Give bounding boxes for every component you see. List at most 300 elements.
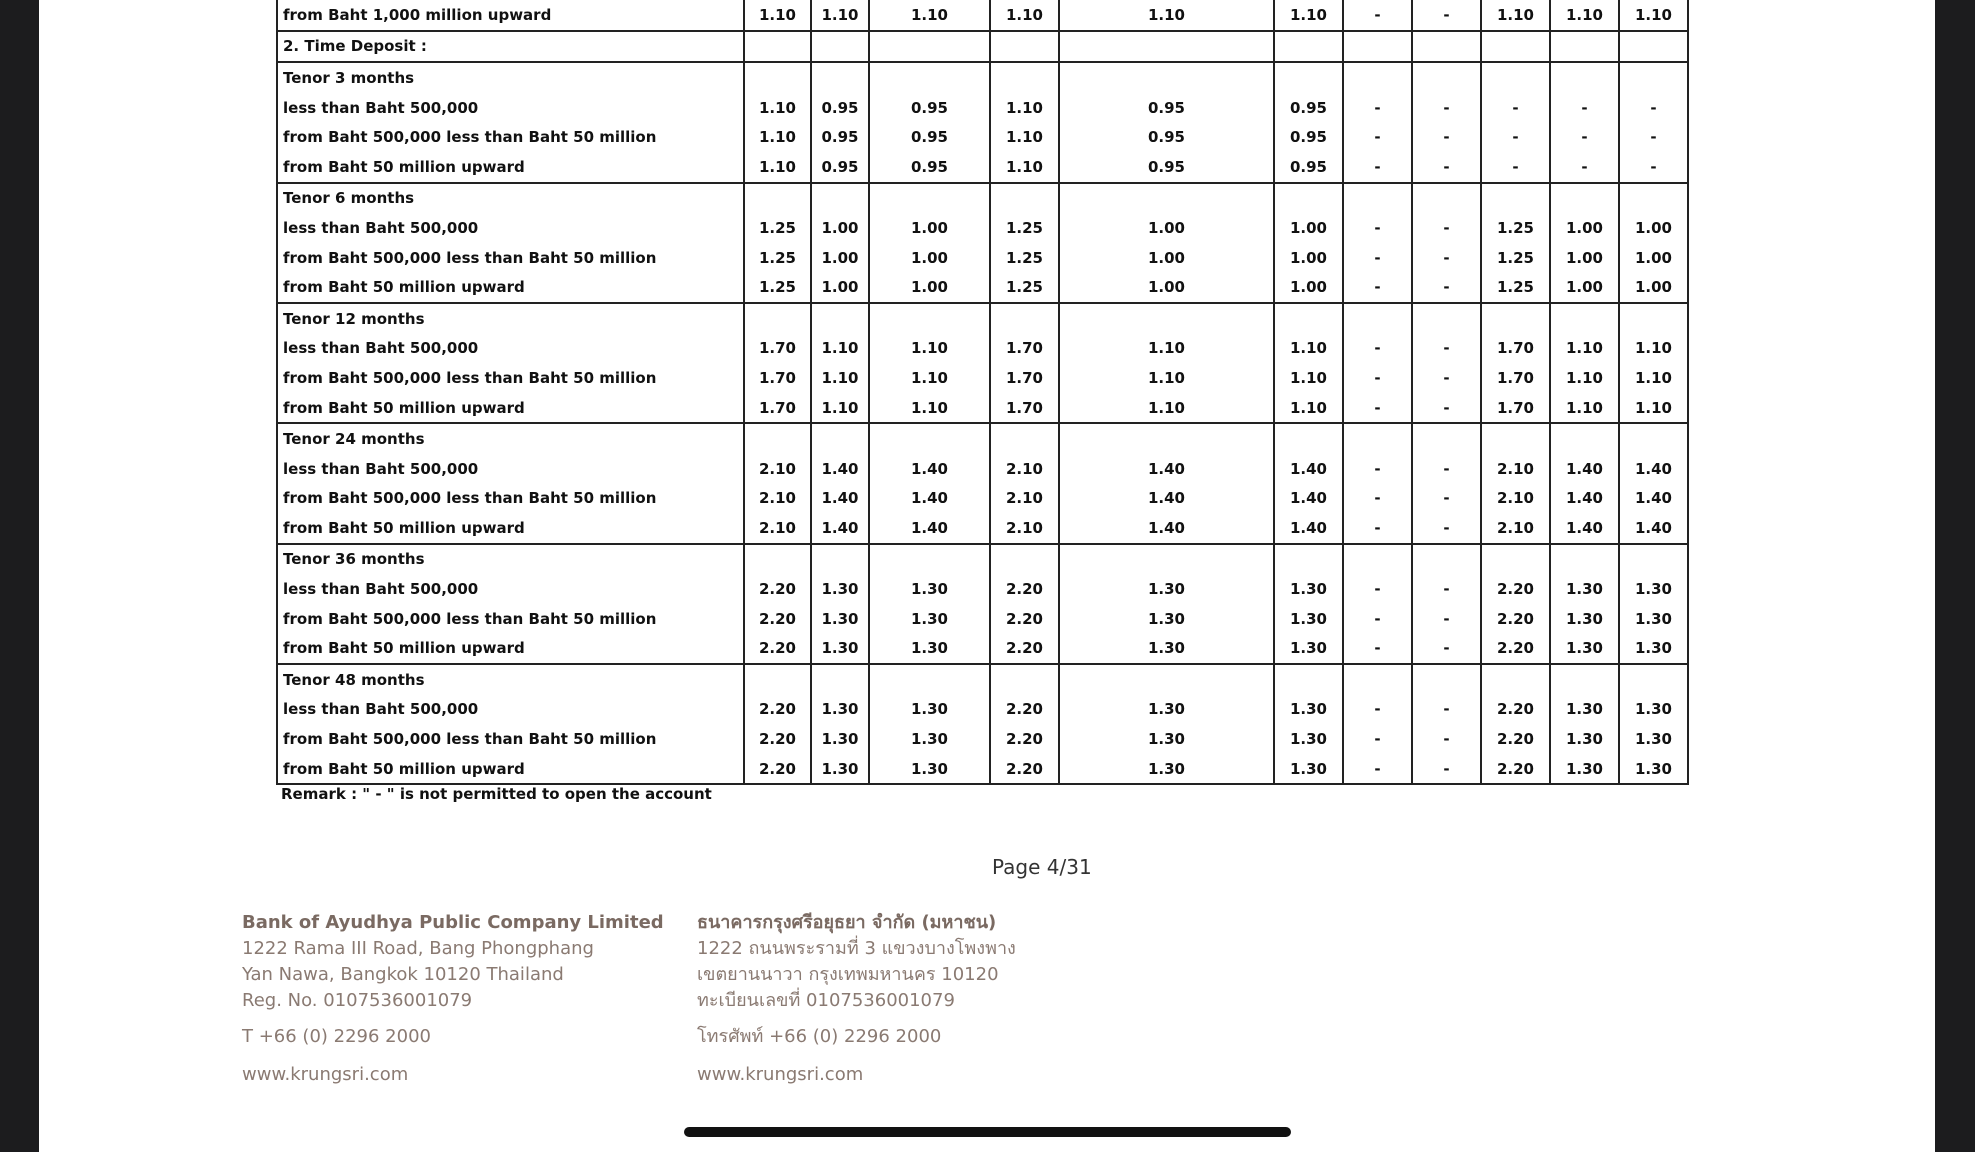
- rate-cell: 2.10: [744, 454, 811, 484]
- rate-cell: 1.10: [811, 0, 869, 31]
- rate-cell: [1343, 62, 1412, 93]
- rate-cell: -: [1343, 454, 1412, 484]
- rate-cell: 2.20: [744, 574, 811, 604]
- rate-cell: 1.30: [1059, 724, 1274, 754]
- rate-cell: 1.70: [744, 363, 811, 393]
- rate-cell: 0.95: [811, 122, 869, 152]
- row-label: less than Baht 500,000: [277, 695, 744, 725]
- rate-cell: 1.25: [1481, 213, 1550, 243]
- rate-cell: [1274, 62, 1343, 93]
- rate-cell: 1.25: [1481, 243, 1550, 273]
- rate-cell: [1550, 62, 1619, 93]
- website-link-th[interactable]: www.krungsri.com: [697, 1064, 864, 1085]
- rate-cell: 1.30: [811, 574, 869, 604]
- home-indicator-bar[interactable]: [684, 1127, 1291, 1137]
- rate-cell: [869, 62, 990, 93]
- rate-cell: -: [1412, 93, 1481, 123]
- rate-cell: 2.20: [1481, 695, 1550, 725]
- rate-cell: -: [1343, 574, 1412, 604]
- rate-cell: [744, 62, 811, 93]
- rate-cell: 1.00: [1619, 213, 1688, 243]
- rate-cell: 1.30: [1274, 574, 1343, 604]
- row-label: Tenor 24 months: [277, 423, 744, 454]
- table-row: [277, 724, 1688, 754]
- address-line-1-en: 1222 Rama III Road, Bang Phongphang: [242, 938, 594, 959]
- rate-cell: [1481, 31, 1550, 63]
- rate-cell: 1.70: [990, 334, 1059, 364]
- rate-cell: -: [1343, 213, 1412, 243]
- rate-cell: -: [1619, 152, 1688, 183]
- rate-cell: 2.10: [990, 484, 1059, 514]
- rate-cell: 1.40: [1550, 454, 1619, 484]
- rate-cell: [1412, 664, 1481, 695]
- rate-cell: [1274, 183, 1343, 214]
- rate-cell: 1.10: [744, 152, 811, 183]
- table-row: [277, 664, 1688, 695]
- rate-cell: [990, 183, 1059, 214]
- row-label: Tenor 48 months: [277, 664, 744, 695]
- rate-cell: [1619, 664, 1688, 695]
- rate-cell: [869, 183, 990, 214]
- rate-cell: 1.40: [1619, 513, 1688, 544]
- rate-cell: 1.00: [869, 213, 990, 243]
- rate-cell: -: [1343, 724, 1412, 754]
- rate-cell: [1481, 183, 1550, 214]
- rate-cell: [811, 183, 869, 214]
- table-row: [277, 243, 1688, 273]
- rate-cell: 1.10: [1550, 363, 1619, 393]
- rate-cell: -: [1343, 363, 1412, 393]
- rate-cell: -: [1550, 93, 1619, 123]
- rate-cell: -: [1412, 695, 1481, 725]
- rate-cell: 1.10: [1619, 393, 1688, 424]
- rate-cell: [744, 664, 811, 695]
- rate-cell: 1.40: [869, 454, 990, 484]
- rate-cell: 2.20: [1481, 574, 1550, 604]
- rate-cell: [1059, 544, 1274, 575]
- rate-cell: [1343, 183, 1412, 214]
- rate-cell: 2.20: [1481, 754, 1550, 785]
- rate-cell: 1.30: [1550, 604, 1619, 634]
- rate-cell: -: [1412, 272, 1481, 303]
- rate-cell: 2.10: [744, 513, 811, 544]
- table-row: [277, 695, 1688, 725]
- rate-cell: 1.10: [744, 122, 811, 152]
- rate-cell: [1412, 423, 1481, 454]
- row-label: from Baht 50 million upward: [277, 754, 744, 785]
- rate-cell: 1.30: [869, 574, 990, 604]
- rate-cell: 1.10: [869, 0, 990, 31]
- rate-cell: 0.95: [811, 93, 869, 123]
- rate-cell: 1.10: [1059, 393, 1274, 424]
- rate-cell: [1550, 31, 1619, 63]
- rate-cell: -: [1412, 724, 1481, 754]
- rate-cell: 1.40: [1059, 454, 1274, 484]
- rate-cell: [1343, 423, 1412, 454]
- rate-cell: 1.10: [1274, 393, 1343, 424]
- rate-cell: -: [1343, 754, 1412, 785]
- rate-cell: [744, 31, 811, 63]
- rate-cell: [1481, 664, 1550, 695]
- rate-cell: -: [1343, 93, 1412, 123]
- table-row: [277, 303, 1688, 334]
- registration-en: Reg. No. 0107536001079: [242, 990, 473, 1011]
- rate-cell: 1.70: [1481, 363, 1550, 393]
- rate-cell: 1.30: [1274, 633, 1343, 664]
- rate-cell: 1.30: [1619, 754, 1688, 785]
- rate-cell: 2.20: [1481, 724, 1550, 754]
- table-row: [277, 93, 1688, 123]
- rate-cell: 1.10: [744, 93, 811, 123]
- rate-cell: 0.95: [1059, 93, 1274, 123]
- rate-cell: 1.30: [1059, 604, 1274, 634]
- rate-cell: 1.10: [1550, 334, 1619, 364]
- rate-cell: [869, 31, 990, 63]
- row-label: less than Baht 500,000: [277, 213, 744, 243]
- rate-cell: 1.10: [1059, 0, 1274, 31]
- rate-cell: [811, 544, 869, 575]
- rate-cell: 1.70: [990, 393, 1059, 424]
- rate-cell: 1.00: [1274, 272, 1343, 303]
- rate-cell: -: [1550, 152, 1619, 183]
- rate-cell: 1.10: [1059, 363, 1274, 393]
- rate-cell: 2.10: [990, 513, 1059, 544]
- rate-cell: 1.00: [1274, 243, 1343, 273]
- rate-cell: 0.95: [869, 93, 990, 123]
- rate-cell: [1481, 423, 1550, 454]
- rate-cell: 1.00: [869, 243, 990, 273]
- rate-cell: 1.30: [811, 633, 869, 664]
- table-row: [277, 272, 1688, 303]
- rate-cell: 1.40: [1619, 454, 1688, 484]
- phone-en: T +66 (0) 2296 2000: [242, 1026, 431, 1047]
- rate-cell: [869, 544, 990, 575]
- table-row: [277, 122, 1688, 152]
- address-line-2-th: เขตยานนาวา กรุงเทพมหานคร 10120: [697, 964, 999, 985]
- row-label: from Baht 500,000 less than Baht 50 million: [277, 243, 744, 273]
- row-label: Tenor 6 months: [277, 183, 744, 214]
- rate-cell: [1481, 62, 1550, 93]
- rate-cell: -: [1481, 152, 1550, 183]
- rate-cell: 2.20: [1481, 633, 1550, 664]
- address-line-2-en: Yan Nawa, Bangkok 10120 Thailand: [242, 964, 564, 985]
- rate-cell: -: [1343, 272, 1412, 303]
- rate-cell: -: [1412, 513, 1481, 544]
- rate-cell: [1412, 62, 1481, 93]
- rate-cell: [1412, 303, 1481, 334]
- rate-cell: -: [1619, 122, 1688, 152]
- row-label: from Baht 50 million upward: [277, 513, 744, 544]
- row-label: from Baht 500,000 less than Baht 50 million: [277, 484, 744, 514]
- rate-cell: 1.10: [990, 122, 1059, 152]
- rate-cell: [1343, 303, 1412, 334]
- footer-english: [242, 910, 664, 1088]
- rate-cell: 1.30: [811, 604, 869, 634]
- rate-cell: [869, 303, 990, 334]
- rate-cell: 1.40: [811, 454, 869, 484]
- rate-cell: [1550, 544, 1619, 575]
- rate-cell: 1.30: [1059, 633, 1274, 664]
- rate-cell: -: [1343, 243, 1412, 273]
- rate-cell: 1.10: [744, 0, 811, 31]
- rate-cell: [811, 31, 869, 63]
- rate-cell: 1.70: [990, 363, 1059, 393]
- row-label: from Baht 50 million upward: [277, 272, 744, 303]
- rate-cell: 2.20: [990, 695, 1059, 725]
- rate-cell: [1619, 544, 1688, 575]
- footer-thai: [697, 910, 1016, 1088]
- rate-cell: 1.00: [1550, 243, 1619, 273]
- rate-cell: -: [1412, 334, 1481, 364]
- table-row: [277, 393, 1688, 424]
- rate-cell: 1.30: [1619, 724, 1688, 754]
- rate-cell: 1.30: [869, 724, 990, 754]
- rate-cell: 1.00: [811, 243, 869, 273]
- table-row: [277, 754, 1688, 785]
- rate-cell: [744, 183, 811, 214]
- rate-cell: [744, 544, 811, 575]
- rate-cell: 0.95: [869, 122, 990, 152]
- rate-cell: 2.20: [744, 695, 811, 725]
- rate-cell: 1.10: [1059, 334, 1274, 364]
- rate-cell: 1.70: [1481, 393, 1550, 424]
- table-row: [277, 183, 1688, 214]
- rate-cell: 1.10: [990, 0, 1059, 31]
- rate-cell: 1.30: [811, 724, 869, 754]
- rate-cell: 1.40: [1274, 454, 1343, 484]
- table-row: [277, 454, 1688, 484]
- rate-cell: -: [1343, 152, 1412, 183]
- rate-cell: 1.40: [869, 484, 990, 514]
- rate-cell: 1.40: [1274, 513, 1343, 544]
- rate-cell: 2.10: [1481, 513, 1550, 544]
- rate-cell: [1412, 544, 1481, 575]
- rate-cell: 1.00: [1274, 213, 1343, 243]
- rate-cell: 1.30: [1619, 633, 1688, 664]
- rate-cell: [1343, 31, 1412, 63]
- rate-cell: 0.95: [1274, 152, 1343, 183]
- rate-cell: -: [1412, 122, 1481, 152]
- address-line-1-th: 1222 ถนนพระรามที่ 3 แขวงบางโพงพาง: [697, 938, 1016, 959]
- rate-cell: [1550, 423, 1619, 454]
- rate-cell: [1059, 31, 1274, 63]
- rate-cell: 1.10: [1619, 334, 1688, 364]
- rate-cell: -: [1412, 213, 1481, 243]
- rate-cell: [869, 664, 990, 695]
- rate-cell: 1.00: [811, 272, 869, 303]
- rate-cell: [1619, 31, 1688, 63]
- rate-cell: 1.30: [1059, 574, 1274, 604]
- rate-cell: 1.10: [1481, 0, 1550, 31]
- rate-cell: 1.10: [1274, 0, 1343, 31]
- rate-cell: 2.10: [1481, 484, 1550, 514]
- row-label: Tenor 12 months: [277, 303, 744, 334]
- rate-cell: 1.25: [744, 272, 811, 303]
- rate-cell: 1.25: [990, 243, 1059, 273]
- company-name-en: Bank of Ayudhya Public Company Limited: [242, 912, 664, 933]
- table-row: [277, 544, 1688, 575]
- rate-cell: -: [1412, 363, 1481, 393]
- rate-cell: 1.30: [869, 754, 990, 785]
- rate-cell: -: [1412, 754, 1481, 785]
- rate-cell: 0.95: [1274, 122, 1343, 152]
- rate-cell: [990, 303, 1059, 334]
- row-label: Tenor 36 months: [277, 544, 744, 575]
- rate-cell: 1.40: [1274, 484, 1343, 514]
- rate-cell: -: [1412, 574, 1481, 604]
- rate-cell: 0.95: [1274, 93, 1343, 123]
- interest-rate-table: [276, 0, 1689, 785]
- rate-cell: 2.20: [990, 604, 1059, 634]
- rate-cell: [811, 423, 869, 454]
- rate-cell: [1059, 423, 1274, 454]
- rate-cell: -: [1412, 393, 1481, 424]
- rate-cell: 1.00: [811, 213, 869, 243]
- rate-cell: 1.30: [1619, 695, 1688, 725]
- rate-cell: 1.70: [1481, 334, 1550, 364]
- rate-cell: 2.20: [990, 724, 1059, 754]
- rate-cell: 0.95: [1059, 122, 1274, 152]
- rate-cell: [1059, 183, 1274, 214]
- rate-cell: [1274, 544, 1343, 575]
- rate-cell: 1.00: [1619, 272, 1688, 303]
- company-name-th: ธนาคารกรุงศรีอยุธยา จำกัด (มหาชน): [697, 912, 997, 933]
- rate-cell: 1.40: [1550, 513, 1619, 544]
- rate-cell: -: [1343, 513, 1412, 544]
- rate-cell: [1619, 423, 1688, 454]
- table-body: [277, 0, 1688, 784]
- rate-cell: 1.30: [1274, 754, 1343, 785]
- rate-cell: [1550, 664, 1619, 695]
- rate-cell: -: [1343, 0, 1412, 31]
- rate-cell: -: [1343, 334, 1412, 364]
- rate-cell: 1.10: [1274, 334, 1343, 364]
- rate-cell: [1059, 62, 1274, 93]
- rate-cell: 1.40: [1059, 513, 1274, 544]
- rate-cell: [1274, 423, 1343, 454]
- rate-cell: 1.30: [1274, 695, 1343, 725]
- rate-cell: [1343, 544, 1412, 575]
- rate-cell: [1619, 62, 1688, 93]
- phone-th: โทรศัพท์ +66 (0) 2296 2000: [697, 1026, 942, 1047]
- rate-cell: -: [1343, 604, 1412, 634]
- rate-cell: 1.40: [811, 484, 869, 514]
- rate-cell: 0.95: [811, 152, 869, 183]
- row-label: less than Baht 500,000: [277, 454, 744, 484]
- rate-cell: [811, 664, 869, 695]
- row-label: less than Baht 500,000: [277, 334, 744, 364]
- rate-cell: [1412, 183, 1481, 214]
- rate-cell: 1.00: [1550, 213, 1619, 243]
- rate-cell: 0.95: [1059, 152, 1274, 183]
- rate-cell: 2.20: [744, 633, 811, 664]
- rate-cell: 1.00: [1550, 272, 1619, 303]
- rate-cell: 1.10: [1550, 393, 1619, 424]
- row-label: from Baht 500,000 less than Baht 50 million: [277, 363, 744, 393]
- rate-cell: 1.10: [990, 93, 1059, 123]
- rate-cell: [1274, 664, 1343, 695]
- rate-cell: -: [1619, 93, 1688, 123]
- rate-cell: [990, 62, 1059, 93]
- table-row: [277, 513, 1688, 544]
- remark-note: Remark : " - " is not permitted to open the account: [281, 785, 712, 803]
- rate-cell: 1.40: [1059, 484, 1274, 514]
- row-label: from Baht 500,000 less than Baht 50 million: [277, 122, 744, 152]
- rate-cell: 2.10: [1481, 454, 1550, 484]
- rate-cell: 1.10: [869, 393, 990, 424]
- rate-cell: -: [1481, 122, 1550, 152]
- rate-cell: -: [1412, 633, 1481, 664]
- rate-cell: 1.40: [811, 513, 869, 544]
- table-row: [277, 334, 1688, 364]
- rate-cell: 1.00: [1059, 272, 1274, 303]
- rate-cell: 1.40: [1550, 484, 1619, 514]
- rate-cell: 1.10: [869, 334, 990, 364]
- rate-cell: 1.10: [1619, 0, 1688, 31]
- rate-cell: 1.25: [744, 243, 811, 273]
- rate-cell: 1.30: [869, 695, 990, 725]
- table-row: [277, 213, 1688, 243]
- rate-cell: -: [1343, 484, 1412, 514]
- rate-cell: 1.30: [1274, 724, 1343, 754]
- rate-cell: 1.10: [811, 334, 869, 364]
- rate-cell: [1343, 664, 1412, 695]
- rate-cell: -: [1412, 484, 1481, 514]
- rate-cell: [1059, 303, 1274, 334]
- website-link-en[interactable]: www.krungsri.com: [242, 1064, 409, 1085]
- rate-cell: -: [1412, 454, 1481, 484]
- rate-cell: 1.10: [811, 363, 869, 393]
- rate-cell: 2.20: [744, 754, 811, 785]
- table-row: [277, 0, 1688, 31]
- row-label: from Baht 50 million upward: [277, 152, 744, 183]
- rate-cell: [869, 423, 990, 454]
- rate-cell: 2.20: [990, 574, 1059, 604]
- rate-cell: -: [1412, 604, 1481, 634]
- rate-cell: 1.10: [811, 393, 869, 424]
- rate-cell: 1.00: [1059, 243, 1274, 273]
- rate-cell: 1.40: [1619, 484, 1688, 514]
- row-label: from Baht 1,000 million upward: [277, 0, 744, 31]
- rate-cell: 0.95: [869, 152, 990, 183]
- rate-cell: 1.00: [1619, 243, 1688, 273]
- rate-cell: 1.30: [1550, 724, 1619, 754]
- rate-cell: -: [1343, 393, 1412, 424]
- rate-cell: [811, 303, 869, 334]
- rate-cell: 1.25: [990, 272, 1059, 303]
- rate-cell: [1274, 31, 1343, 63]
- row-label: less than Baht 500,000: [277, 574, 744, 604]
- rate-cell: 2.10: [990, 454, 1059, 484]
- rate-cell: 1.30: [1619, 604, 1688, 634]
- rate-cell: 1.30: [811, 754, 869, 785]
- rate-cell: 1.10: [1619, 363, 1688, 393]
- rate-cell: 1.30: [1274, 604, 1343, 634]
- table-row: [277, 62, 1688, 93]
- rate-cell: [1481, 303, 1550, 334]
- table-row: [277, 604, 1688, 634]
- rate-cell: -: [1481, 93, 1550, 123]
- rate-cell: 1.30: [1619, 574, 1688, 604]
- row-label: from Baht 50 million upward: [277, 393, 744, 424]
- rate-cell: [811, 62, 869, 93]
- row-label: Tenor 3 months: [277, 62, 744, 93]
- rate-cell: 1.25: [1481, 272, 1550, 303]
- table-row: [277, 484, 1688, 514]
- rate-cell: 1.70: [744, 334, 811, 364]
- rate-cell: 1.30: [1550, 574, 1619, 604]
- rate-cell: -: [1343, 695, 1412, 725]
